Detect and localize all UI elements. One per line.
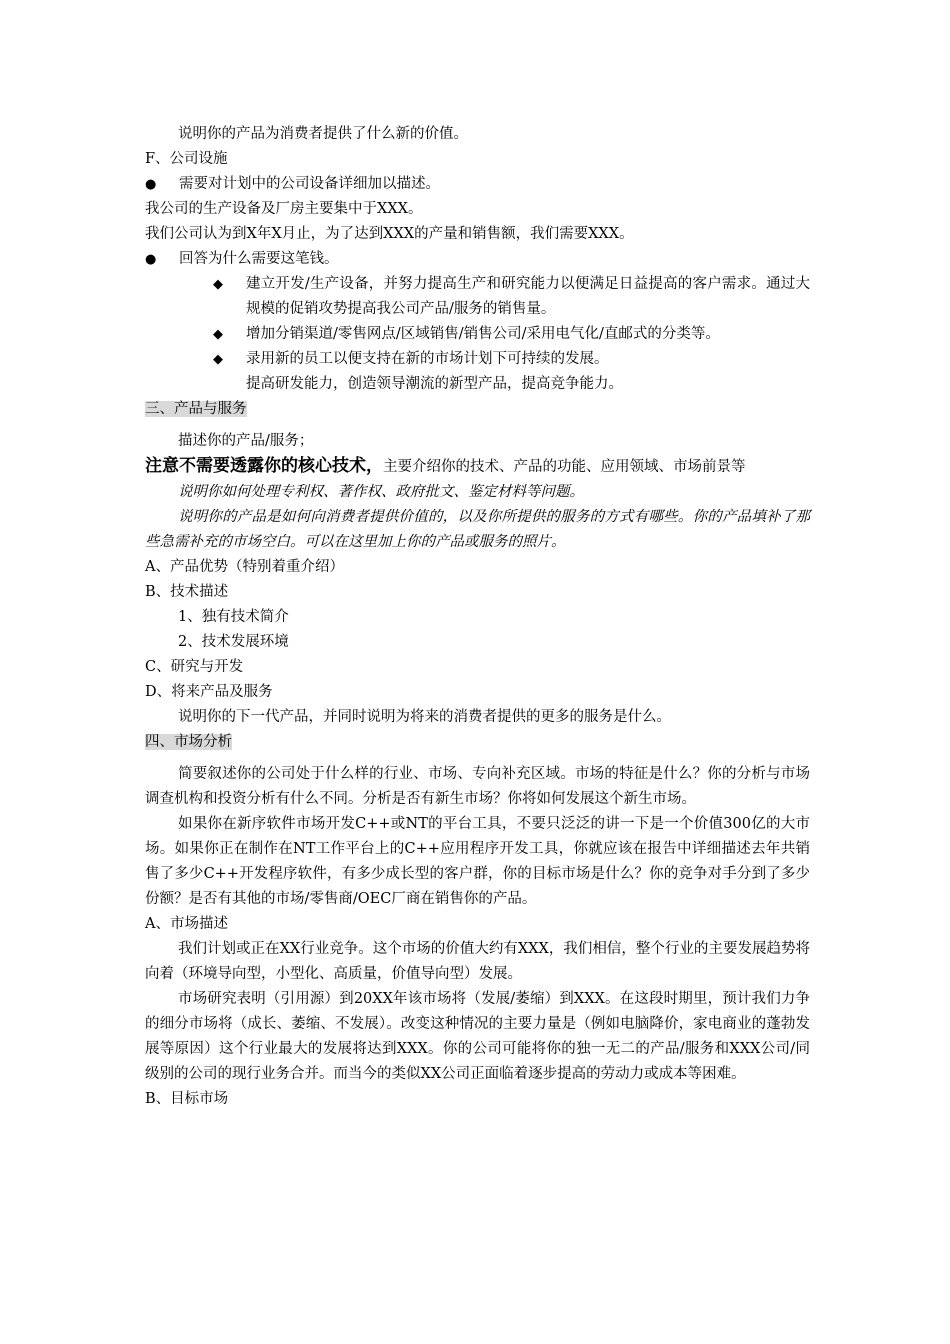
bullet-text: 需要对计划中的公司设备详细加以描述。: [179, 176, 440, 192]
diamond-bullet-icon: ◆: [213, 352, 223, 367]
subsection-title: B、目标市场: [145, 1091, 229, 1107]
italic-paragraph: 说明你如何处理专利权、著作权、政府批文、鉴定材料等问题。: [178, 484, 584, 500]
bullet-item: [145, 247, 810, 272]
paragraph: 说明你的产品为消费者提供了什么新的价值。: [178, 126, 468, 142]
document-page: [145, 122, 810, 1112]
italic-paragraph: 说明你的产品是如何向消费者提供价值的，以及你所提供的服务的方式有哪些。你的产品填补了那些急需补充的市场空白。可以在这里加上你的产品或服务的照片。: [145, 509, 810, 550]
list-item: 2、技术发展环境: [178, 634, 289, 650]
paragraph: 我公司的生产设备及厂房主要集中于XXX。: [145, 201, 423, 217]
diamond-text: 录用新的员工以便支持在新的市场计划下可持续的发展。: [246, 351, 609, 367]
bullet-icon: ●: [145, 252, 157, 267]
diamond-text: 建立开发/生产设备，并努力提高生产和研究能力以便满足日益提高的客户需求。通过大规模的促销攻势提高我公司产品/服务的销售量。: [246, 276, 810, 317]
bullet-icon: ●: [145, 177, 157, 192]
paragraph: 描述你的产品/服务；: [178, 433, 314, 449]
section-heading-market: [145, 730, 810, 755]
emphasis-text: 注意不需要透露你的核心技术，: [145, 456, 383, 476]
diamond-item: [145, 322, 810, 347]
paragraph: 如果你在新序软件市场开发C++或NT的平台工具，不要只泛泛的讲一下是一个价值300亿的大市场。如果你正在制作在NT工作平台上的C++应用程序开发工具，你就应该在报告中详细描述去年共销售了多少C++开发程序软件，有多少成长型的客户群，你的目标市场是什么？你的竞争对手分到了多少份额？是否有其他的市场/零售商/OEC厂商在销售你的产品。: [145, 816, 810, 907]
paragraph: 市场研究表明（引用源）到20XX年该市场将（发展/萎缩）到XXX。在这段时期里，预计我们力争的细分市场将（成长、萎缩、不发展）。改变这种情况的主要力量是（例如电脑降价，家电商业的蓬勃发展等原因）这个行业最大的发展将达到XXX。你的公司可能将你的独一无二的产品/服务和XXX公司/同级别的公司的现行业务合并。而当今的类似XX公司正面临着逐步提高的劳动力或成本等困难。: [145, 991, 810, 1082]
paragraph: 我们计划或正在XX行业竞争。这个市场的价值大约有XXX，我们相信，整个行业的主要发展趋势将向着（环境导向型，小型化、高质量，价值导向型）发展。: [145, 941, 810, 982]
subsection-title: B、技术描述: [145, 584, 229, 600]
section-heading-products: [145, 397, 810, 422]
subsection-title: D、将来产品及服务: [145, 684, 273, 700]
subsection-title: C、研究与开发: [145, 659, 244, 675]
heading-text: 四、市场分析: [145, 734, 232, 750]
diamond-item: [145, 347, 810, 372]
bullet-item: [145, 172, 810, 197]
paragraph: 说明你的下一代产品，并同时说明为将来的消费者提供的更多的服务是什么。: [178, 709, 671, 725]
paragraph: [145, 454, 810, 480]
diamond-bullet-icon: ◆: [213, 277, 223, 292]
paragraph: 我们公司认为到X年X月止，为了达到XXX的产量和销售额，我们需要XXX。: [145, 226, 634, 242]
bullet-text: 回答为什么需要这笔钱。: [179, 251, 339, 267]
diamond-bullet-icon: ◆: [213, 327, 223, 342]
paragraph: 提高研发能力，创造领导潮流的新型产品，提高竞争能力。: [246, 376, 623, 392]
section-f-title: F、公司设施: [145, 151, 228, 167]
heading-text: 三、产品与服务: [145, 401, 247, 417]
subsection-title: A、市场描述: [145, 916, 228, 932]
diamond-item: [145, 272, 810, 322]
diamond-text: 增加分销渠道/零售网点/区域销售/销售公司/采用电气化/直邮式的分类等。: [246, 326, 720, 342]
paragraph-text: 主要介绍你的技术、产品的功能、应用领域、市场前景等: [383, 459, 746, 475]
paragraph: 简要叙述你的公司处于什么样的行业、市场、专向补充区域。市场的特征是什么？你的分析与市场调查机构和投资分析有什么不同。分析是否有新生市场？你将如何发展这个新生市场。: [145, 766, 810, 807]
subsection-title: A、产品优势（特别着重介绍）: [145, 559, 344, 575]
list-item: 1、独有技术简介: [178, 609, 289, 625]
